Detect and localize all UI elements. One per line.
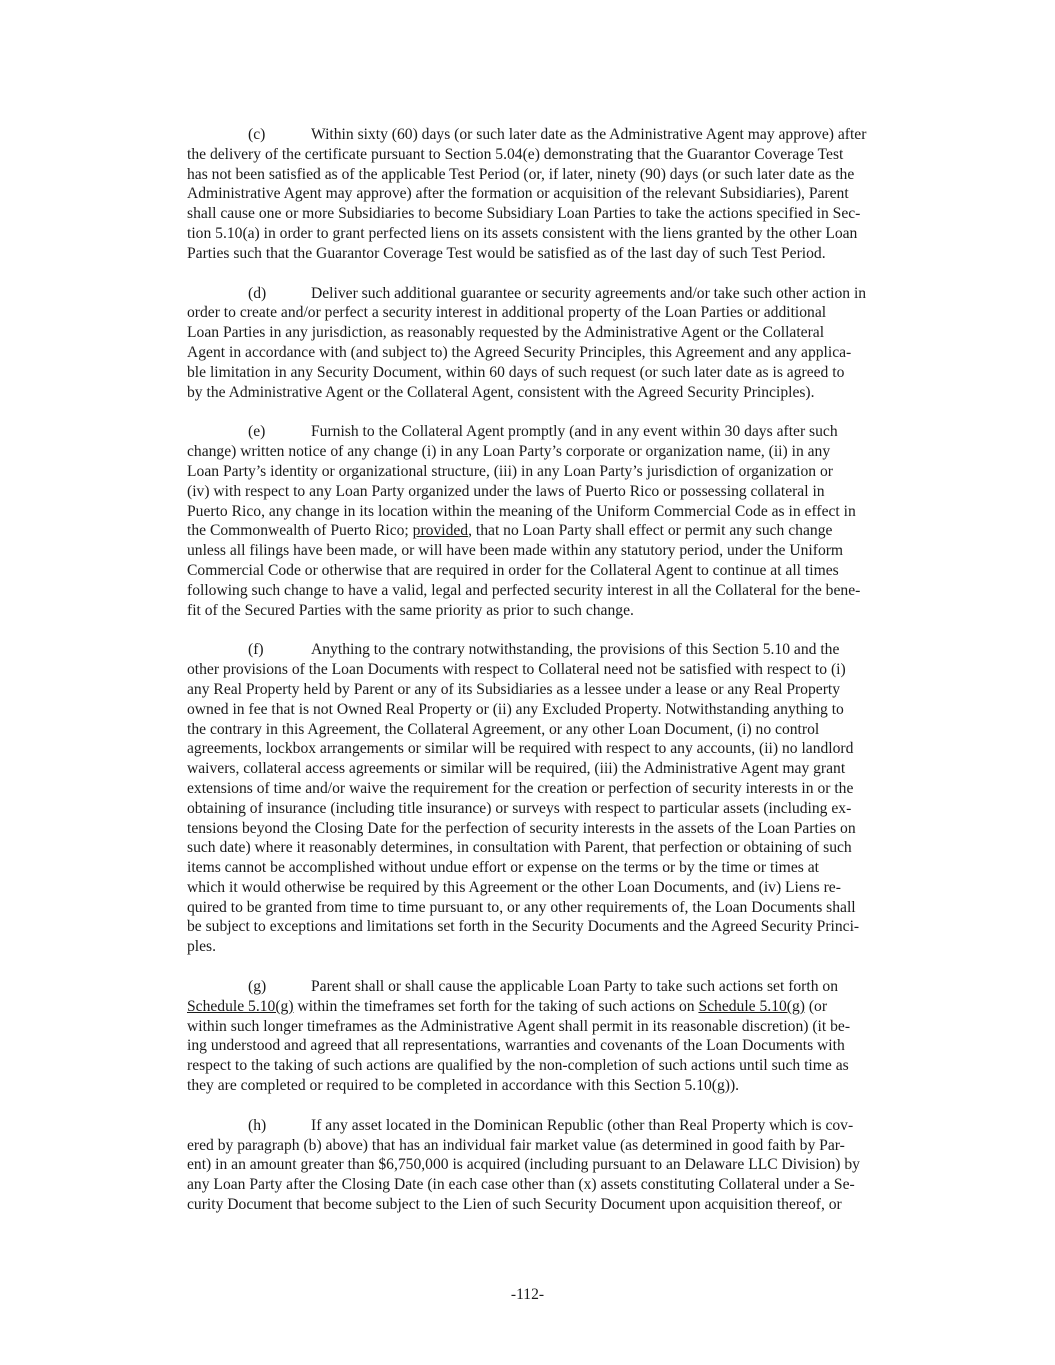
paragraph-line: has not been satisfied as of the applicable Test Period (or, if later, ninety (90) days (or such later date as the — [187, 165, 855, 183]
paragraph-line: be subject to exceptions and limitations set forth in the Security Documents and the Agreed Security Princi- — [187, 918, 860, 936]
paragraph-line: quired to be granted from time to time pursuant to, or any other requirements of, the Loan Documents shall — [187, 898, 856, 916]
paragraph-tag: (e) — [248, 423, 266, 441]
paragraph-line: the Commonwealth of Puerto Rico; — [187, 522, 413, 540]
paragraph-line: (iv) with respect to any Loan Party organized under the laws of Puerto Rico or possessing collateral in — [187, 482, 825, 500]
paragraph-line: waivers, collateral access agreements or similar will be required, (iii) the Administrative Agent may grant — [187, 760, 846, 778]
paragraph-line-continuation: , that no Loan Party shall effect or permit any such change — [468, 522, 833, 540]
page-number: -112- — [510, 1286, 545, 1303]
paragraph-line: by the Administrative Agent or the Collateral Agent, consistent with the Agreed Security Principles). — [187, 383, 815, 401]
paragraph-line: within such longer timeframes as the Administrative Agent shall permit in its reasonable discretion) (it be- — [187, 1017, 851, 1035]
paragraph-line: change) written notice of any change (i) in any Loan Party’s corporate or organization name, (ii) in any — [187, 443, 831, 461]
paragraph-line: the contrary in this Agreement, the Collateral Agreement, or any other Loan Document, (i) no control — [187, 720, 820, 738]
paragraph-line: Within sixty (60) days (or such later date as the Administrative Agent may approve) after — [311, 126, 867, 143]
paragraph-tag: (c) — [248, 126, 266, 143]
paragraph-line: which it would otherwise be required by this Agreement or the other Loan Documents, and (iv) Liens re- — [187, 878, 841, 896]
paragraph-line-continuation: (or — [804, 997, 828, 1015]
paragraph-line: respect to the taking of such actions are qualified by the non-completion of such actions until such time as — [187, 1057, 849, 1075]
paragraph-line: owned in fee that is not Owned Real Property or (ii) any Excluded Property. Notwithstanding anything to — [187, 700, 844, 718]
paragraph-line: items cannot be accomplished without undue effort or expense on the terms or by the time or times at — [187, 859, 819, 877]
paragraph-line: If any asset located in the Dominican Republic (other than Real Property which is cov- — [311, 1116, 854, 1134]
paragraph-line: ing understood and agreed that all representations, warranties and covenants of the Loan Documents with — [187, 1037, 845, 1055]
paragraph-line: ent) in an amount greater than $6,750,000 is acquired (including pursuant to an Delaware LLC Division) by — [187, 1156, 860, 1174]
paragraph-line: Anything to the contrary notwithstanding, the provisions of this Section 5.10 and the — [311, 641, 840, 659]
paragraph-line: Administrative Agent may approve) after the formation or acquisition of the relevant Subsidiaries), Parent — [187, 185, 849, 203]
paragraph-line: order to create and/or perfect a security interest in additional property of the Loan Parties or additional — [187, 304, 827, 322]
paragraph-f — [187, 640, 931, 957]
paragraph-line: unless all filings have been made, or will have been made within any statutory period, under the Uniform — [187, 542, 844, 560]
paragraph-h — [187, 1116, 931, 1215]
paragraph-line: obtaining of insurance (including title insurance) or surveys with respect to particular assets (including ex- — [187, 799, 852, 817]
paragraph-line: such date) where it reasonably determines, in consultation with Parent, that perfection or obtaining of such — [187, 839, 852, 857]
paragraph-line: Agent in accordance with (and subject to) the Agreed Security Principles, this Agreement and any applica- — [187, 343, 852, 361]
paragraph-line: fit of the Secured Parties with the same priority as prior to such change. — [187, 601, 634, 619]
paragraph-c — [187, 125, 931, 264]
paragraph-line: ered by paragraph (b) above) that has an individual fair market value (as determined in good faith by Par- — [187, 1136, 845, 1154]
paragraph-line: Deliver such additional guarantee or security agreements and/or take such other action in — [311, 284, 867, 302]
paragraph-line: other provisions of the Loan Documents with respect to Collateral need not be satisfied with respect to (i) — [187, 661, 846, 679]
document-page — [187, 125, 931, 1235]
paragraph-line: the delivery of the certificate pursuant to Section 5.04(e) demonstrating that the Guarantor Coverage Test — [187, 145, 844, 163]
paragraph-g — [187, 977, 931, 1096]
paragraph-line: following such change to have a valid, legal and perfected security interest in all the Collateral for the bene- — [187, 581, 861, 599]
paragraph-line: agreements, lockbox arrangements or similar will be required with respect to any accounts, (ii) no landlord — [187, 740, 854, 758]
provided-term: provided — [412, 522, 469, 540]
paragraph-tag: (g) — [248, 978, 267, 996]
paragraph-line: Loan Party’s identity or organizational structure, (iii) in any Loan Party’s jurisdiction of organization or — [187, 462, 833, 480]
paragraph-line: within the timeframes set forth for the taking of such actions on — [293, 997, 699, 1015]
paragraph-line: Parties such that the Guarantor Coverage Test would be satisfied as of the last day of such Test Period. — [187, 244, 826, 262]
paragraph-line: ples. — [187, 938, 217, 956]
paragraph-line: they are completed or required to be completed in accordance with this Section 5.10(g)). — [187, 1077, 740, 1095]
paragraph-line: Puerto Rico, any change in its location within the meaning of the Uniform Commercial Code as in effect in — [187, 502, 856, 520]
paragraph-line: curity Document that become subject to the Lien of such Security Document upon acquisition thereof, or — [187, 1196, 842, 1214]
paragraph-line: ble limitation in any Security Document, within 60 days of such request (or such later date as is agreed to — [187, 363, 845, 381]
paragraph-line: extensions of time and/or waive the requirement for the creation or perfection of security interests in or the — [187, 779, 854, 797]
paragraph-line: Furnish to the Collateral Agent promptly (and in any event within 30 days after such — [311, 423, 838, 441]
paragraph-e — [187, 422, 931, 620]
paragraph-line: any Loan Party after the Closing Date (in each case other than (x) assets constituting Collateral under a Se- — [187, 1176, 855, 1194]
paragraph-tag: (h) — [248, 1116, 267, 1134]
paragraph-line: Parent shall or shall cause the applicable Loan Party to take such actions set forth on — [311, 978, 838, 996]
paragraph-line: Commercial Code or otherwise that are required in order for the Collateral Agent to continue at all times — [187, 561, 839, 579]
paragraph-tag: (d) — [248, 284, 267, 302]
paragraph-d — [187, 284, 931, 403]
paragraph-line: Loan Parties in any jurisdiction, as reasonably requested by the Administrative Agent or the Collateral — [187, 324, 825, 342]
paragraph-line: tion 5.10(a) in order to grant perfected liens on its assets consistent with the liens granted by the other Loan — [187, 224, 858, 242]
schedule-reference: Schedule 5.10(g) — [187, 997, 294, 1015]
paragraph-tag: (f) — [248, 641, 264, 659]
paragraph-line: tensions beyond the Closing Date for the perfection of security interests in the assets of the Loan Parties on — [187, 819, 856, 837]
schedule-reference: Schedule 5.10(g) — [698, 997, 805, 1015]
paragraph-line: shall cause one or more Subsidiaries to become Subsidiary Loan Parties to take the actions specified in Sec- — [187, 205, 861, 223]
paragraph-line: any Real Property held by Parent or any of its Subsidiaries as a lessee under a lease or any Real Property — [187, 680, 841, 698]
